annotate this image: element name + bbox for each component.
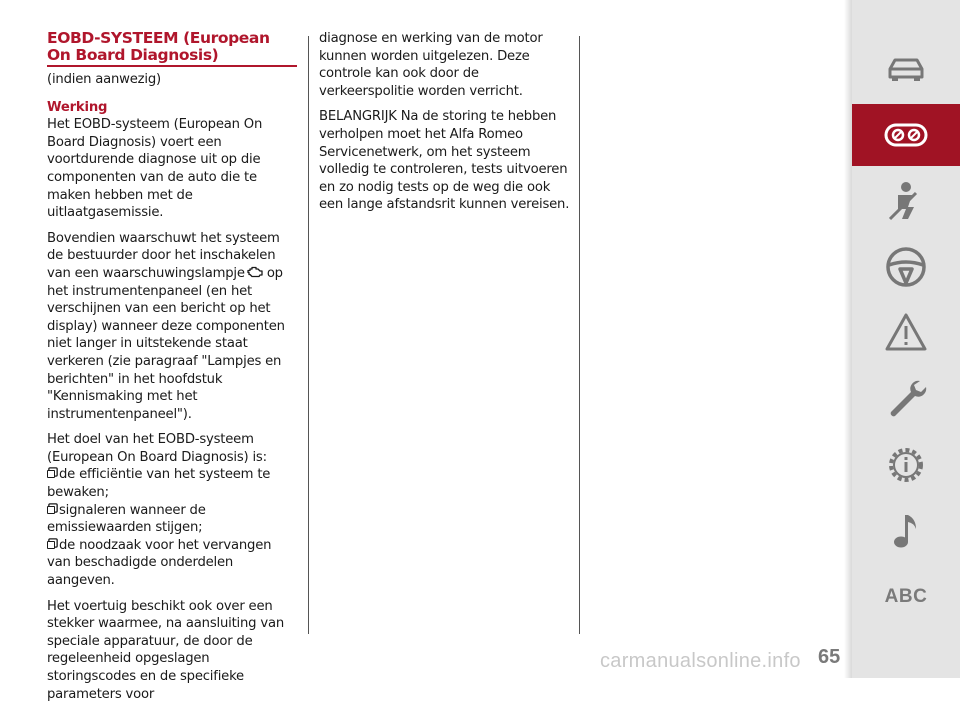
page-title: EOBD-SYSTEEM (European On Board Diagnosis) [47,30,297,67]
music-note-icon [884,509,928,553]
list-item [47,537,297,590]
wrench-icon [884,377,928,421]
column-divider [308,36,309,634]
list-item-text: de efficiëntie van het systeem te bewaken; [47,467,271,501]
seat-belt-person-icon [884,179,928,223]
sidebar-item-instrument-panel[interactable] [852,104,960,166]
sidebar-item-car[interactable] [852,38,960,100]
sidebar-item-driving[interactable] [852,236,960,298]
checkbox-bullet-icon [47,541,55,549]
sidebar-item-maintenance[interactable] [852,368,960,430]
steering-wheel-icon [884,245,928,289]
sidebar-item-index[interactable] [852,566,960,628]
checkbox-bullet-icon [47,470,55,478]
paragraph-important: BELANGRIJK Na de storing te hebben verholpen moet het Alfa Romeo Servicenetwerk, om het systeem volledig te controleren, tests uitvoeren en zo nodig tests op de weg die ook een lange afstandsrit kunnen vereisen. [319,109,570,213]
warning-triangle-icon [884,311,928,355]
instrument-panel-icon [884,113,928,157]
sidebar-item-emergency[interactable] [852,302,960,364]
car-icon [884,47,928,91]
paragraph-text: Bovendien waarschuwt het systeem de bestuurder door het inschakelen van een waarschuwingslampje [47,230,280,281]
right-column [319,30,573,222]
page-number: 65 [818,646,841,668]
page-subtitle: (indien aanwezig) [47,72,161,87]
checkbox-bullet-icon [47,506,55,514]
paragraph: diagnose en werking van de motor kunnen worden uitgelezen. Deze controle kan ook door de verkeerspolitie worden verricht. [319,31,543,99]
column-divider [579,36,580,634]
paragraph: Het doel van het EOBD-systeem (European On Board Diagnosis) is: [47,432,267,465]
left-column [47,30,297,711]
sidebar-item-safety[interactable] [852,170,960,232]
chapter-sidebar [852,0,960,678]
list-item-text: de noodzaak voor het vervangen van beschadigde onderdelen aangeven. [47,537,272,589]
sidebar-item-technical-data[interactable] [852,434,960,496]
paragraph-warning-lamp [47,230,297,424]
engine-warning-icon [247,266,265,278]
info-gear-icon [884,443,928,487]
section-heading: Werking [47,99,108,115]
paragraph: Het voertuig beschikt ook over een stekker waarmee, na aansluiting van speciale apparatuur, de door de regeleenheid opgeslagen storingscodes en de specifieke parameters voor [47,598,284,702]
list-item [47,466,297,501]
list-item-text: signaleren wanneer de emissiewaarden stijgen; [47,502,206,536]
watermark: carmanualsonline.info [600,650,801,672]
paragraph: Het EOBD-systeem (European On Board Diagnosis) voert een voortdurende diagnose uit op die componenten van de auto die te maken hebben met de uitlaatgasemissie. [47,117,263,221]
index-label: ABC [884,586,928,607]
sidebar-item-multimedia[interactable] [852,500,960,562]
list-item [47,502,297,537]
paragraph-text: op het instrumentenpaneel (en het verschijnen van een bericht op het display) wanneer deze componenten niet langer in uitstekende staat verkeren (zie paragraaf "Lampjes en berichten" in het hoofdstuk "Kennismaking met het instrumentenpaneel"). [47,265,285,422]
